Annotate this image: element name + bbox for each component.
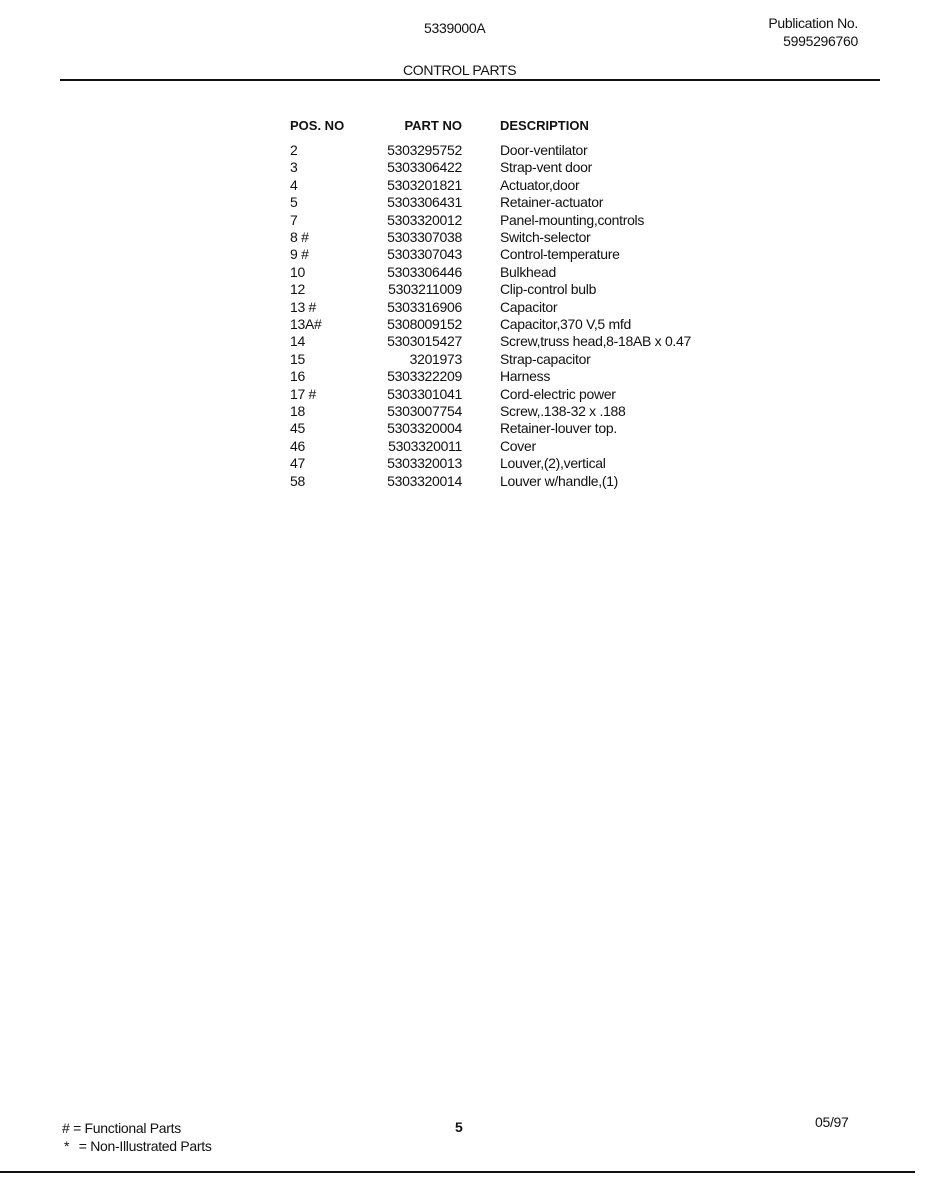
column-header-description: DESCRIPTION bbox=[500, 118, 589, 133]
part-no: 5303322209 bbox=[387, 368, 462, 385]
table-row bbox=[0, 473, 927, 490]
table-row bbox=[0, 142, 927, 159]
description: Cover bbox=[500, 437, 536, 454]
pos-no: 16 bbox=[290, 368, 305, 385]
description: Retainer-louver top. bbox=[500, 420, 617, 437]
part-no: 5303301041 bbox=[387, 385, 462, 402]
pos-no: 4 bbox=[290, 176, 298, 193]
description: Strap-capacitor bbox=[500, 350, 591, 367]
pos-no: 5 bbox=[290, 194, 298, 211]
pos-no: 58 bbox=[290, 472, 305, 489]
legend-symbol: * bbox=[64, 1138, 70, 1154]
table-row bbox=[0, 246, 927, 263]
table-row bbox=[0, 403, 927, 420]
part-no: 5303307038 bbox=[387, 229, 462, 245]
pos-no: 9 # bbox=[290, 246, 309, 263]
table-row bbox=[0, 194, 927, 211]
part-no: 5303320014 bbox=[387, 472, 462, 489]
publication-label: Publication No. bbox=[768, 15, 858, 31]
table-row bbox=[0, 438, 927, 455]
part-no: 5303295752 bbox=[387, 142, 462, 158]
pos-no: 14 bbox=[290, 333, 305, 350]
pos-no: 18 bbox=[290, 403, 305, 419]
table-row bbox=[0, 229, 927, 246]
part-no: 5308009152 bbox=[387, 316, 462, 332]
page-number: 5 bbox=[455, 1119, 463, 1135]
footer-divider bbox=[0, 1171, 915, 1173]
description: Capacitor bbox=[500, 298, 558, 315]
model-number: 5339000A bbox=[424, 20, 486, 36]
section-title: CONTROL PARTS bbox=[403, 62, 517, 78]
part-no: 5303320011 bbox=[388, 437, 462, 454]
description: Cord-electric power bbox=[500, 385, 616, 402]
description: Bulkhead bbox=[500, 263, 556, 280]
legend-text: = Non-Illustrated Parts bbox=[78, 1138, 212, 1154]
description: Retainer-actuator bbox=[500, 194, 604, 211]
description: Capacitor,370 V,5 mfd bbox=[500, 316, 631, 332]
description: Screw,truss head,8-18AB x 0.47 bbox=[500, 333, 691, 350]
table-row bbox=[0, 299, 927, 316]
description: Harness bbox=[500, 368, 551, 385]
pos-no: 15 bbox=[290, 350, 305, 367]
header-divider bbox=[60, 79, 880, 81]
part-no: 5303015427 bbox=[387, 333, 462, 350]
pos-no: 13 # bbox=[290, 298, 317, 315]
part-no: 3201973 bbox=[409, 350, 462, 367]
description: Control-temperature bbox=[500, 246, 620, 263]
description: Screw,.138-32 x .188 bbox=[500, 403, 626, 419]
part-no: 5303320004 bbox=[387, 420, 462, 437]
part-no: 5303307043 bbox=[387, 246, 462, 263]
table-row bbox=[0, 368, 927, 385]
table-row bbox=[0, 177, 927, 194]
legend-functional bbox=[62, 1120, 181, 1136]
pos-no: 8 # bbox=[290, 229, 309, 245]
part-no: 5303007754 bbox=[387, 403, 462, 419]
description: Louver,(2),vertical bbox=[500, 455, 606, 472]
pos-no: 17 # bbox=[290, 385, 317, 402]
table-row bbox=[0, 351, 927, 368]
table-row bbox=[0, 281, 927, 298]
table-row bbox=[0, 455, 927, 472]
part-no: 5303306422 bbox=[387, 159, 462, 176]
pos-no: 13A# bbox=[290, 316, 322, 332]
column-header-part: PART NO bbox=[404, 118, 462, 133]
description: Switch-selector bbox=[500, 229, 591, 245]
legend-text: = Functional Parts bbox=[73, 1120, 181, 1136]
table-row bbox=[0, 420, 927, 437]
description: Louver w/handle,(1) bbox=[500, 472, 619, 489]
description: Panel-mounting,controls bbox=[500, 211, 645, 228]
description: Door-ventilator bbox=[500, 142, 588, 158]
table-row bbox=[0, 316, 927, 333]
pos-no: 12 bbox=[290, 281, 305, 298]
description: Strap-vent door bbox=[500, 159, 592, 176]
revision-date: 05/97 bbox=[815, 1114, 849, 1130]
part-no: 5303316906 bbox=[387, 298, 462, 315]
pos-no: 2 bbox=[290, 142, 298, 158]
part-no: 5303306446 bbox=[387, 263, 462, 280]
table-row bbox=[0, 264, 927, 281]
part-no: 5303320012 bbox=[387, 211, 462, 228]
table-header bbox=[0, 118, 927, 135]
part-no: 5303211009 bbox=[388, 281, 462, 298]
pos-no: 10 bbox=[290, 263, 305, 280]
legend-non-illustrated bbox=[64, 1138, 212, 1154]
pos-no: 47 bbox=[290, 455, 305, 472]
pos-no: 3 bbox=[290, 159, 298, 176]
table-row bbox=[0, 159, 927, 176]
legend-symbol: # bbox=[62, 1120, 70, 1136]
pos-no: 46 bbox=[290, 437, 305, 454]
part-no: 5303320013 bbox=[387, 455, 462, 472]
table-row bbox=[0, 212, 927, 229]
part-no: 5303306431 bbox=[387, 194, 462, 211]
part-no: 5303201821 bbox=[387, 176, 462, 193]
publication-number: 5995296760 bbox=[783, 33, 858, 49]
table-row bbox=[0, 386, 927, 403]
pos-no: 7 bbox=[290, 211, 298, 228]
description: Clip-control bulb bbox=[500, 281, 597, 298]
column-header-pos: POS. NO bbox=[290, 118, 345, 133]
pos-no: 45 bbox=[290, 420, 305, 437]
table-row bbox=[0, 333, 927, 350]
description: Actuator,door bbox=[500, 176, 580, 193]
